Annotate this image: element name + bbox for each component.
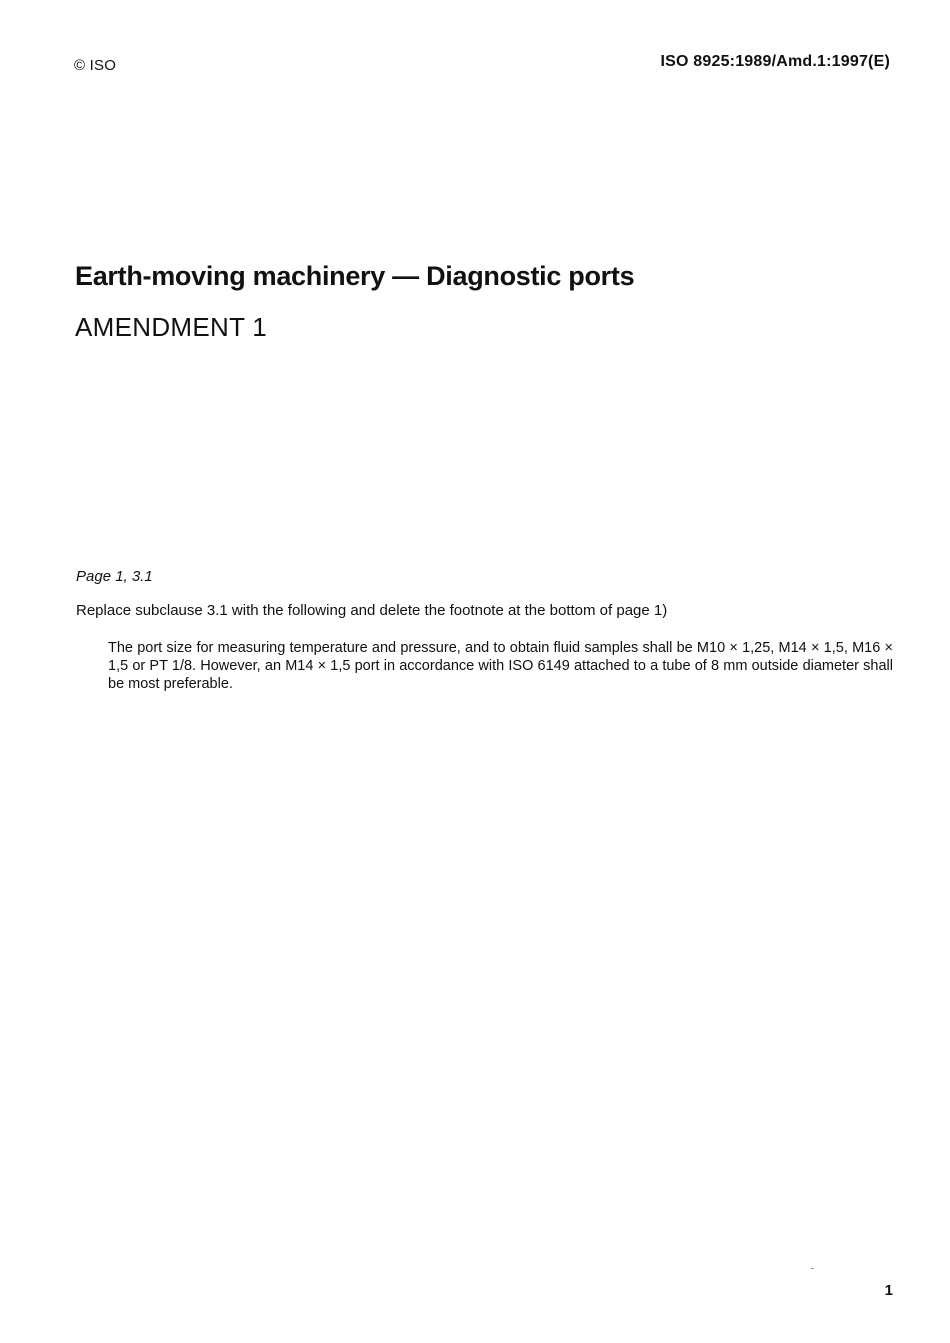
amendment-instruction: Replace subclause 3.1 with the following and delete the footnote at the bottom of page 1) <box>76 602 668 619</box>
document-title: Earth-moving machinery — Diagnostic ports <box>75 261 635 291</box>
page-number: 1 <box>884 1282 893 1299</box>
document-subtitle: AMENDMENT 1 <box>75 312 268 342</box>
page-reference: Page 1, 3.1 <box>76 568 153 585</box>
standard-reference: ISO 8925:1989/Amd.1:1997(E) <box>660 53 890 70</box>
scan-artifact <box>811 1268 814 1269</box>
replacement-paragraph: The port size for measuring temperature and pressure, and to obtain fluid samples shall be M10 × 1,25, M14 × 1,5, M16 × 1,5 or PT 1/8. However, an M14 × 1,5 port in accordance with ISO 6149 attached to a tube of 8 mm outside diameter shall be most preferable. <box>108 640 893 692</box>
copyright-notice: © ISO <box>74 57 117 74</box>
